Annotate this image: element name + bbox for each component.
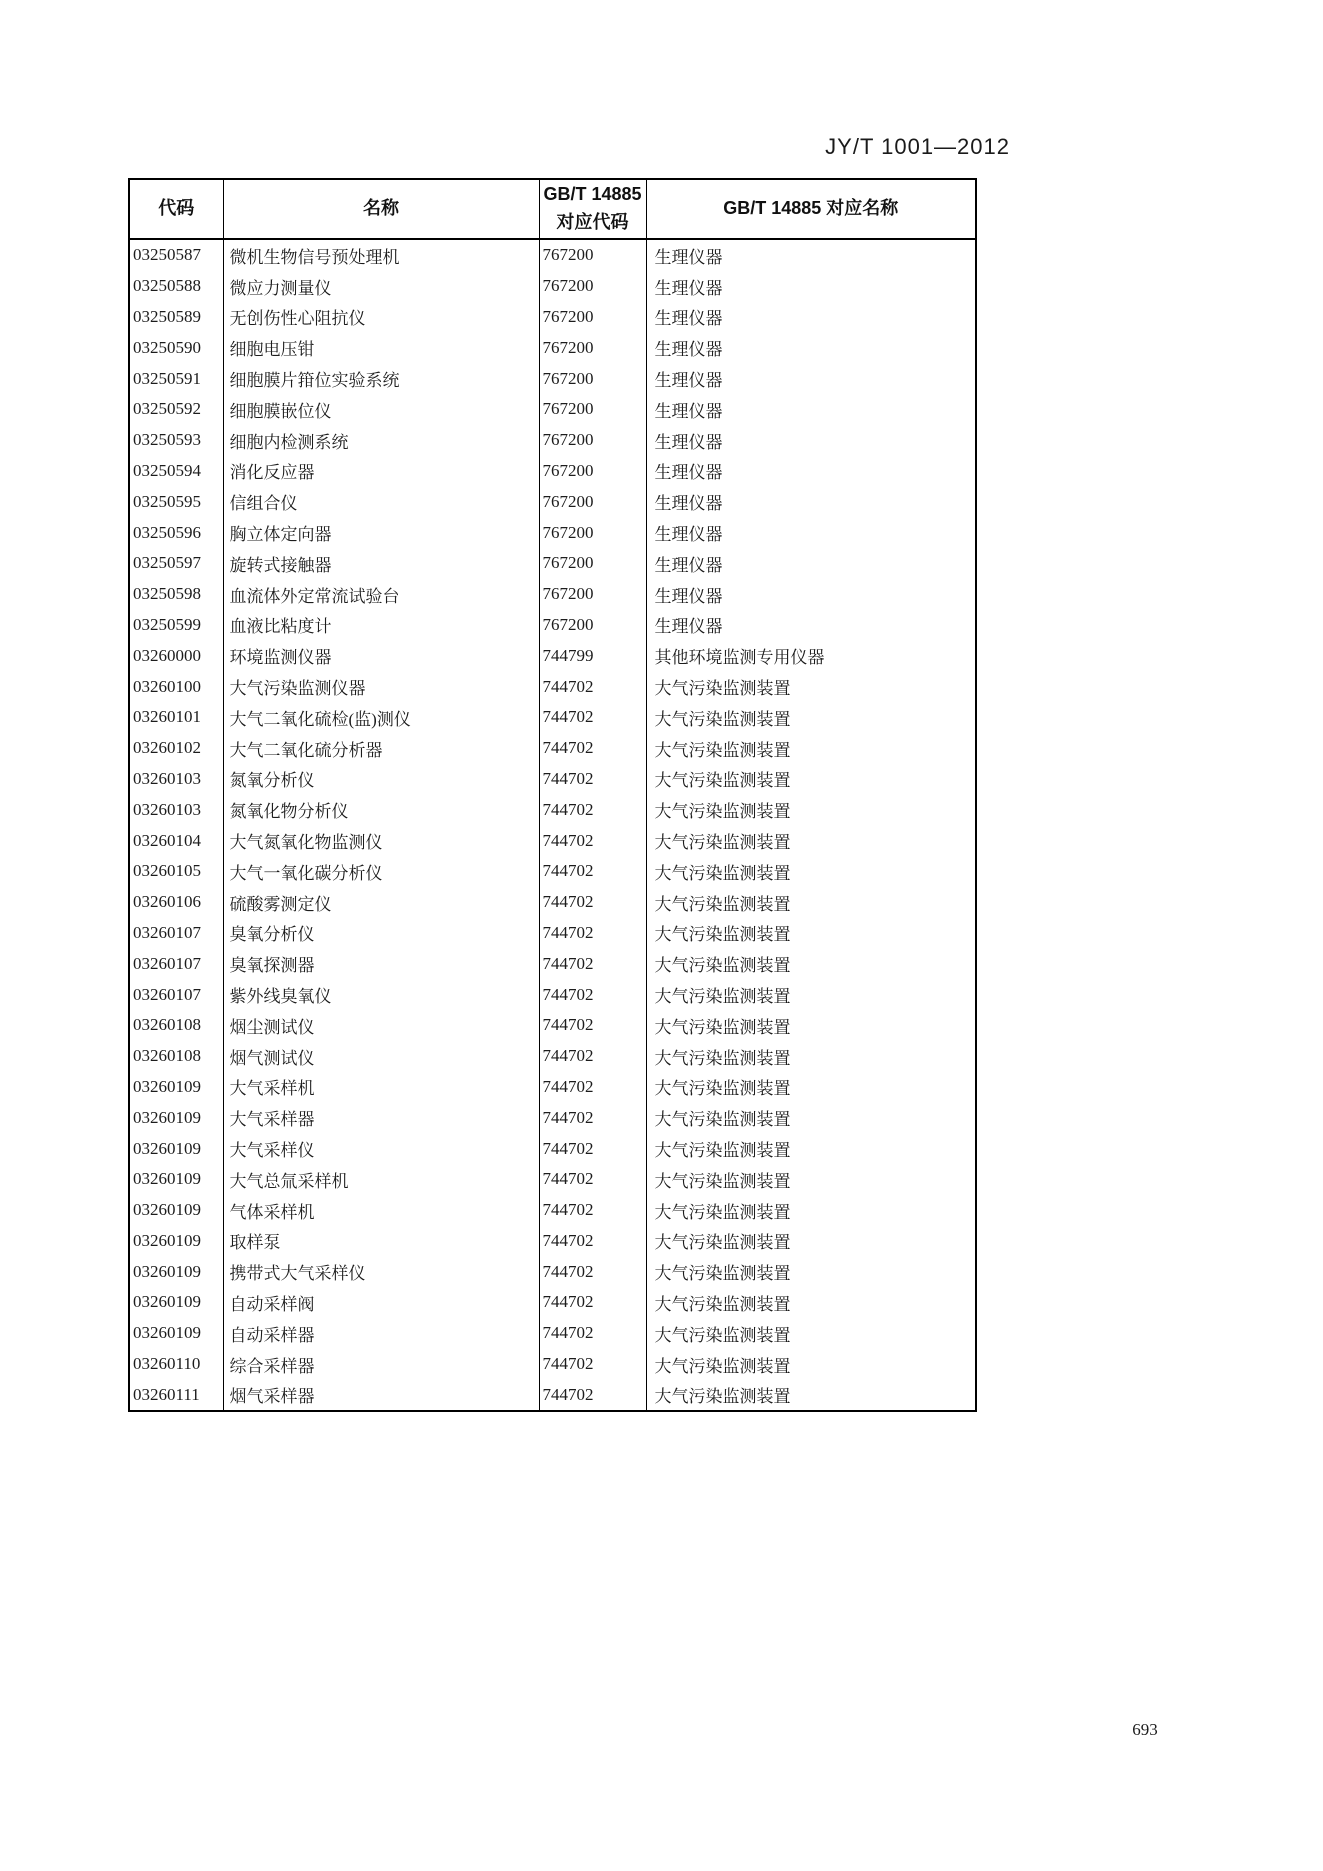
row-name-cell: 细胞膜片箝位实验系统 xyxy=(223,363,539,394)
row-gbt-code-cell: 744702 xyxy=(539,856,646,887)
row-name-cell: 环境监测仪器 xyxy=(223,640,539,671)
table-row xyxy=(129,764,976,795)
row-gbt-name-cell: 大气污染监测装置 xyxy=(646,1318,976,1349)
header-gbt-name xyxy=(646,179,976,239)
table-row xyxy=(129,948,976,979)
header-gbt-code xyxy=(539,179,646,239)
row-name-cell: 携带式大气采样仪 xyxy=(223,1256,539,1287)
table-row xyxy=(129,271,976,302)
row-gbt-code-cell: 744702 xyxy=(539,1072,646,1103)
row-code-cell: 03250589 xyxy=(129,302,223,333)
row-gbt-code-cell: 744702 xyxy=(539,733,646,764)
row-gbt-name-cell: 大气污染监测装置 xyxy=(646,671,976,702)
row-gbt-code-cell: 767200 xyxy=(539,610,646,641)
table-row xyxy=(129,918,976,949)
row-gbt-name-cell: 大气污染监测装置 xyxy=(646,918,976,949)
row-gbt-code-cell: 767200 xyxy=(539,363,646,394)
row-gbt-name-cell: 大气污染监测装置 xyxy=(646,1256,976,1287)
row-code-cell: 03260103 xyxy=(129,764,223,795)
row-name-cell: 烟尘测试仪 xyxy=(223,1010,539,1041)
row-name-cell: 胸立体定向器 xyxy=(223,517,539,548)
row-gbt-code-cell: 744702 xyxy=(539,1102,646,1133)
row-name-cell: 大气采样仪 xyxy=(223,1133,539,1164)
row-gbt-name-cell: 大气污染监测装置 xyxy=(646,825,976,856)
row-gbt-code-cell: 744702 xyxy=(539,794,646,825)
table-row xyxy=(129,1072,976,1103)
row-gbt-code-cell: 744702 xyxy=(539,887,646,918)
row-code-cell: 03250595 xyxy=(129,486,223,517)
header-name xyxy=(223,179,539,239)
row-gbt-name-cell: 其他环境监测专用仪器 xyxy=(646,640,976,671)
row-gbt-name-cell: 大气污染监测装置 xyxy=(646,794,976,825)
header-gbt-code-line1: GB/T 14885 xyxy=(543,184,642,205)
row-gbt-code-cell: 744702 xyxy=(539,1379,646,1411)
row-name-cell: 臭氧探测器 xyxy=(223,948,539,979)
row-gbt-name-cell: 大气污染监测装置 xyxy=(646,1072,976,1103)
header-code xyxy=(129,179,223,239)
table-row xyxy=(129,794,976,825)
row-gbt-name-cell: 大气污染监测装置 xyxy=(646,1102,976,1133)
row-code-cell: 03260106 xyxy=(129,887,223,918)
row-code-cell: 03260101 xyxy=(129,702,223,733)
table-row xyxy=(129,394,976,425)
row-gbt-name-cell: 大气污染监测装置 xyxy=(646,1195,976,1226)
row-name-cell: 微机生物信号预处理机 xyxy=(223,239,539,271)
row-code-cell: 03250599 xyxy=(129,610,223,641)
row-gbt-code-cell: 744702 xyxy=(539,979,646,1010)
row-code-cell: 03250596 xyxy=(129,517,223,548)
row-gbt-code-cell: 744702 xyxy=(539,918,646,949)
table-row xyxy=(129,1133,976,1164)
table-row xyxy=(129,825,976,856)
row-gbt-code-cell: 744702 xyxy=(539,1041,646,1072)
table-row xyxy=(129,548,976,579)
row-gbt-name-cell: 大气污染监测装置 xyxy=(646,948,976,979)
table-row xyxy=(129,1102,976,1133)
row-gbt-code-cell: 767200 xyxy=(539,394,646,425)
row-name-cell: 综合采样器 xyxy=(223,1349,539,1380)
row-code-cell: 03250594 xyxy=(129,456,223,487)
row-gbt-code-cell: 767200 xyxy=(539,456,646,487)
row-gbt-name-cell: 大气污染监测装置 xyxy=(646,1164,976,1195)
row-code-cell: 03260108 xyxy=(129,1010,223,1041)
row-code-cell: 03250598 xyxy=(129,579,223,610)
row-name-cell: 旋转式接触器 xyxy=(223,548,539,579)
row-name-cell: 大气采样机 xyxy=(223,1072,539,1103)
row-code-cell: 03260107 xyxy=(129,979,223,1010)
table-row xyxy=(129,486,976,517)
table-row xyxy=(129,302,976,333)
row-name-cell: 微应力测量仪 xyxy=(223,271,539,302)
row-gbt-name-cell: 生理仪器 xyxy=(646,302,976,333)
table-row xyxy=(129,733,976,764)
table-row xyxy=(129,517,976,548)
row-name-cell: 自动采样阀 xyxy=(223,1287,539,1318)
row-gbt-code-cell: 744702 xyxy=(539,764,646,795)
row-gbt-name-cell: 大气污染监测装置 xyxy=(646,1287,976,1318)
page-number: 693 xyxy=(1132,1720,1158,1739)
row-code-cell: 03260109 xyxy=(129,1102,223,1133)
table-header xyxy=(129,179,976,239)
table-body xyxy=(129,239,976,1411)
row-gbt-code-cell: 767200 xyxy=(539,332,646,363)
table-row xyxy=(129,887,976,918)
row-gbt-name-cell: 大气污染监测装置 xyxy=(646,1041,976,1072)
table-row xyxy=(129,702,976,733)
row-gbt-name-cell: 生理仪器 xyxy=(646,239,976,271)
row-name-cell: 细胞内检测系统 xyxy=(223,425,539,456)
row-name-cell: 硫酸雾测定仪 xyxy=(223,887,539,918)
row-code-cell: 03260109 xyxy=(129,1195,223,1226)
row-gbt-code-cell: 744702 xyxy=(539,825,646,856)
row-name-cell: 无创伤性心阻抗仪 xyxy=(223,302,539,333)
row-gbt-name-cell: 大气污染监测装置 xyxy=(646,979,976,1010)
row-code-cell: 03250588 xyxy=(129,271,223,302)
row-gbt-name-cell: 大气污染监测装置 xyxy=(646,1226,976,1257)
row-name-cell: 大气污染监测仪器 xyxy=(223,671,539,702)
row-code-cell: 03260109 xyxy=(129,1256,223,1287)
table-row xyxy=(129,1256,976,1287)
row-gbt-name-cell: 生理仪器 xyxy=(646,548,976,579)
row-gbt-name-cell: 生理仪器 xyxy=(646,517,976,548)
code-mapping-table xyxy=(128,178,977,1412)
table-row xyxy=(129,856,976,887)
table-row xyxy=(129,1041,976,1072)
row-name-cell: 大气二氧化硫分析器 xyxy=(223,733,539,764)
row-code-cell: 03250592 xyxy=(129,394,223,425)
row-code-cell: 03260104 xyxy=(129,825,223,856)
table-row xyxy=(129,979,976,1010)
row-name-cell: 消化反应器 xyxy=(223,456,539,487)
row-gbt-code-cell: 767200 xyxy=(539,517,646,548)
row-code-cell: 03260103 xyxy=(129,794,223,825)
row-gbt-code-cell: 767200 xyxy=(539,579,646,610)
table-row xyxy=(129,425,976,456)
row-code-cell: 03260107 xyxy=(129,918,223,949)
row-gbt-name-cell: 生理仪器 xyxy=(646,425,976,456)
table-row xyxy=(129,1164,976,1195)
row-name-cell: 信组合仪 xyxy=(223,486,539,517)
row-code-cell: 03250597 xyxy=(129,548,223,579)
header-gbt-code-line2: 对应代码 xyxy=(556,212,629,232)
row-gbt-name-cell: 生理仪器 xyxy=(646,610,976,641)
row-gbt-name-cell: 生理仪器 xyxy=(646,579,976,610)
row-gbt-code-cell: 744702 xyxy=(539,1195,646,1226)
table-row xyxy=(129,363,976,394)
table-row xyxy=(129,579,976,610)
row-gbt-name-cell: 生理仪器 xyxy=(646,456,976,487)
row-gbt-code-cell: 744702 xyxy=(539,1010,646,1041)
table-row xyxy=(129,1226,976,1257)
row-gbt-code-cell: 744702 xyxy=(539,1226,646,1257)
table-row xyxy=(129,1349,976,1380)
row-gbt-code-cell: 767200 xyxy=(539,239,646,271)
row-name-cell: 取样泵 xyxy=(223,1226,539,1257)
row-gbt-name-cell: 大气污染监测装置 xyxy=(646,887,976,918)
table-row xyxy=(129,332,976,363)
row-code-cell: 03260109 xyxy=(129,1072,223,1103)
standard-number: JY/T 1001—2012 xyxy=(825,134,1010,159)
row-name-cell: 臭氧分析仪 xyxy=(223,918,539,949)
row-gbt-name-cell: 生理仪器 xyxy=(646,486,976,517)
row-gbt-name-cell: 生理仪器 xyxy=(646,363,976,394)
header-name-label: 名称 xyxy=(363,198,399,219)
row-name-cell: 大气采样器 xyxy=(223,1102,539,1133)
row-gbt-name-cell: 大气污染监测装置 xyxy=(646,733,976,764)
row-code-cell: 03260108 xyxy=(129,1041,223,1072)
row-code-cell: 03250587 xyxy=(129,239,223,271)
row-gbt-code-cell: 744702 xyxy=(539,948,646,979)
row-code-cell: 03250591 xyxy=(129,363,223,394)
table-row xyxy=(129,1379,976,1411)
table-row xyxy=(129,610,976,641)
row-name-cell: 大气氮氧化物监测仪 xyxy=(223,825,539,856)
row-gbt-name-cell: 大气污染监测装置 xyxy=(646,1379,976,1411)
row-name-cell: 烟气测试仪 xyxy=(223,1041,539,1072)
row-name-cell: 氮氧化物分析仪 xyxy=(223,794,539,825)
header-code-label: 代码 xyxy=(158,198,195,219)
row-name-cell: 大气总氚采样机 xyxy=(223,1164,539,1195)
header-gbt-name-label: GB/T 14885 对应名称 xyxy=(723,198,899,219)
row-gbt-code-cell: 744702 xyxy=(539,1256,646,1287)
row-gbt-code-cell: 744702 xyxy=(539,702,646,733)
row-gbt-name-cell: 大气污染监测装置 xyxy=(646,764,976,795)
table-header-row xyxy=(129,179,976,239)
row-gbt-code-cell: 744702 xyxy=(539,1287,646,1318)
row-code-cell: 03260107 xyxy=(129,948,223,979)
row-code-cell: 03260111 xyxy=(129,1379,223,1411)
row-gbt-name-cell: 大气污染监测装置 xyxy=(646,1010,976,1041)
row-code-cell: 03260109 xyxy=(129,1133,223,1164)
row-name-cell: 大气一氧化碳分析仪 xyxy=(223,856,539,887)
row-code-cell: 03260109 xyxy=(129,1226,223,1257)
row-gbt-code-cell: 744702 xyxy=(539,1318,646,1349)
row-gbt-code-cell: 744702 xyxy=(539,1349,646,1380)
row-gbt-name-cell: 大气污染监测装置 xyxy=(646,856,976,887)
row-gbt-code-cell: 767200 xyxy=(539,486,646,517)
row-gbt-code-cell: 744702 xyxy=(539,1164,646,1195)
table-row xyxy=(129,239,976,271)
row-name-cell: 细胞电压钳 xyxy=(223,332,539,363)
table-row xyxy=(129,1318,976,1349)
row-code-cell: 03260109 xyxy=(129,1318,223,1349)
row-code-cell: 03260100 xyxy=(129,671,223,702)
table-row xyxy=(129,456,976,487)
row-gbt-code-cell: 767200 xyxy=(539,302,646,333)
row-gbt-name-cell: 生理仪器 xyxy=(646,394,976,425)
row-gbt-code-cell: 744799 xyxy=(539,640,646,671)
row-gbt-code-cell: 767200 xyxy=(539,425,646,456)
row-code-cell: 03250590 xyxy=(129,332,223,363)
table-row xyxy=(129,1195,976,1226)
row-gbt-code-cell: 767200 xyxy=(539,271,646,302)
row-code-cell: 03260109 xyxy=(129,1287,223,1318)
row-code-cell: 03260105 xyxy=(129,856,223,887)
row-name-cell: 血液比粘度计 xyxy=(223,610,539,641)
row-code-cell: 03260109 xyxy=(129,1164,223,1195)
row-gbt-name-cell: 大气污染监测装置 xyxy=(646,1133,976,1164)
row-gbt-code-cell: 744702 xyxy=(539,1133,646,1164)
table-row xyxy=(129,671,976,702)
row-gbt-name-cell: 生理仪器 xyxy=(646,271,976,302)
row-name-cell: 氮氧分析仪 xyxy=(223,764,539,795)
row-code-cell: 03260102 xyxy=(129,733,223,764)
row-name-cell: 紫外线臭氧仪 xyxy=(223,979,539,1010)
row-name-cell: 大气二氧化硫检(监)测仪 xyxy=(223,702,539,733)
row-gbt-name-cell: 大气污染监测装置 xyxy=(646,1349,976,1380)
row-name-cell: 自动采样器 xyxy=(223,1318,539,1349)
row-name-cell: 烟气采样器 xyxy=(223,1379,539,1411)
row-gbt-code-cell: 744702 xyxy=(539,671,646,702)
row-name-cell: 血流体外定常流试验台 xyxy=(223,579,539,610)
row-code-cell: 03260000 xyxy=(129,640,223,671)
row-gbt-code-cell: 767200 xyxy=(539,548,646,579)
row-gbt-name-cell: 生理仪器 xyxy=(646,332,976,363)
row-name-cell: 气体采样机 xyxy=(223,1195,539,1226)
row-name-cell: 细胞膜嵌位仪 xyxy=(223,394,539,425)
table-row xyxy=(129,1287,976,1318)
table-row xyxy=(129,1010,976,1041)
row-code-cell: 03260110 xyxy=(129,1349,223,1380)
table-row xyxy=(129,640,976,671)
row-code-cell: 03250593 xyxy=(129,425,223,456)
row-gbt-name-cell: 大气污染监测装置 xyxy=(646,702,976,733)
